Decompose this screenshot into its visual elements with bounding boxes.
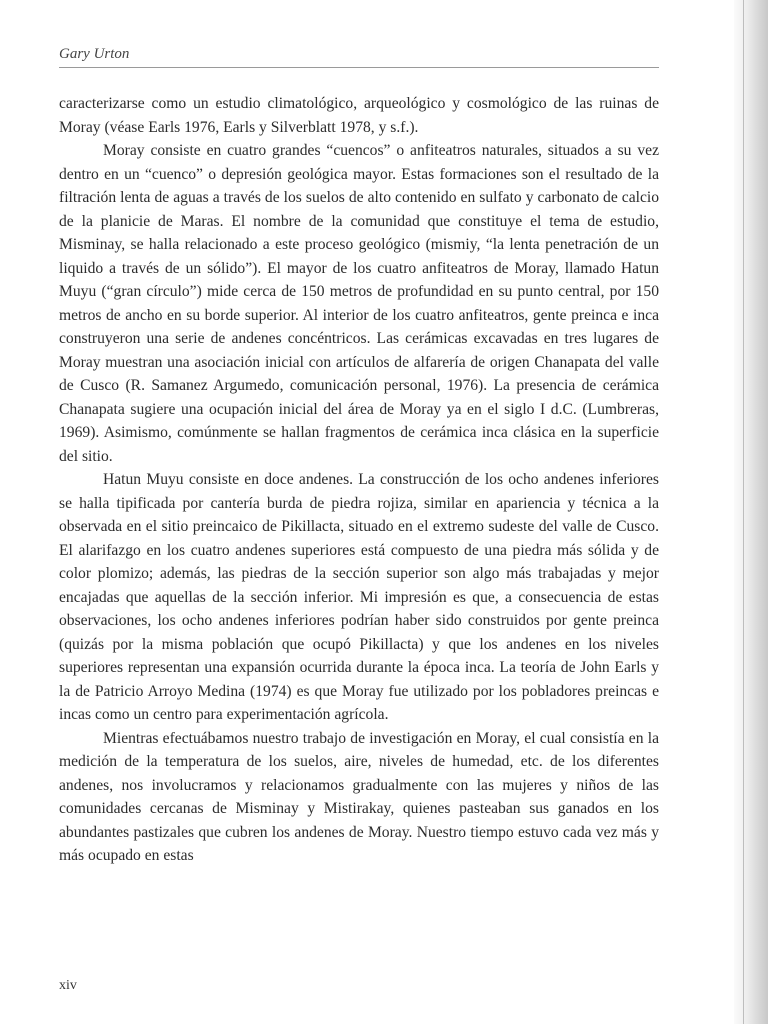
page-edge-shadow xyxy=(734,0,768,1024)
paragraph-hatun-muyu: Hatun Muyu consiste en doce andenes. La construcción de los ocho andenes inferiores se halla tipificada por cantería burda de piedra rojiza, similar en apariencia y técnica a la observada en el sitio preincaico de Pikillacta, situado en el extremo sudeste del valle de Cusco. El alarifazgo en los cuatro andenes superiores está compuesto de una piedra más sólida y de color plomizo; además, las piedras de la sección superior son algo más trabajadas y mejor encajadas que aquellas de la sección inferior. Mi impresión es que, a consecuencia de estas observaciones, los ocho andenes inferiores podrían haber sido construidos por gente preinca (quizás por la misma población que ocupó Pikillacta) y que los andenes en los niveles superiores representan una expansión ocurrida durante la época inca. La teoría de John Earls y la de Patricio Arroyo Medina (1974) es que Moray fue utilizado por los pobladores preincas e incas como un centro para experimentación agrícola. xyxy=(59,471,659,723)
body-text xyxy=(59,92,659,868)
paragraph-moray: Moray consiste en cuatro grandes “cuencos” o anfiteatros naturales, situados a su vez dentro en un “cuenco” o depresión geológica mayor. Estas formaciones son el resultado de la filtración lenta de aguas a través de los suelos de alto contenido en sulfato y carbonato de calcio de la planicie de Maras. El nombre de la comunidad que constituye el tema de estudio, Misminay, se halla relacionado a este proceso geológico (mismiy, “la lenta penetración de un liquido a través de un sólido”). El mayor de los cuatro anfiteatros de Moray, llamado Hatun Muyu (“gran círculo”) mide cerca de 150 metros de profundidad en su punto central, por 150 metros de ancho en su borde superior. Al interior de los cuatro anfiteatros, gente preinca e inca construyeron una serie de andenes concéntricos. Las cerámicas excavadas en tres lugares de Moray muestran una asociación inicial con artículos de alfarería de origen Chanapata del valle de Cusco (R. Samanez Argumedo, comunicación personal, 1976). La presencia de cerámica Chanapata sugiere una ocupación inicial del área de Moray ya en el siglo I d.C. (Lumbreras, 1969). Asimismo, comúnmente se hallan fragmentos de cerámica inca clásica en la superficie del sitio. xyxy=(59,142,659,465)
page-edge-line xyxy=(743,0,744,1024)
paragraph-continuation: caracterizarse como un estudio climatológico, arqueológico y cosmológico de las ruinas de Moray (véase Earls 1976, Earls y Silverblatt 1978, y s.f.). xyxy=(59,95,659,136)
running-header-author: Gary Urton xyxy=(59,46,130,62)
page-number: xiv xyxy=(59,978,77,993)
paragraph-investigation: Mientras efectuábamos nuestro trabajo de investigación en Moray, el cual consistía en la medición de la temperatura de los suelos, aire, niveles de humedad, etc. de los diferentes andenes, nos involucramos y relacionamos gradualmente con las mujeres y niños de las comunidades cercanas de Misminay y Mistirakay, quienes pasteaban sus ganados en los abundantes pastizales que cubren los andenes de Moray. Nuestro tiempo estuvo cada vez más y más ocupado en estas xyxy=(59,729,659,864)
header-rule xyxy=(59,67,659,68)
